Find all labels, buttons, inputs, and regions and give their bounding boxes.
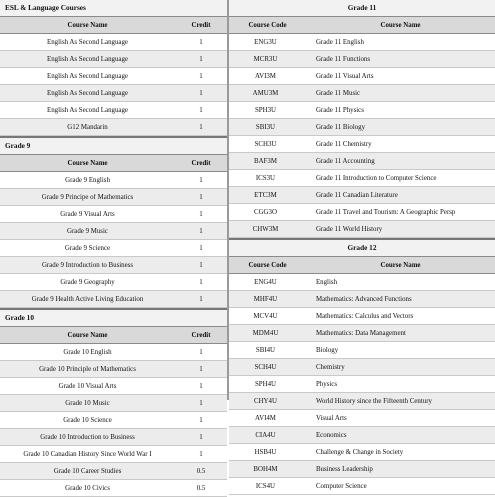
table-row [229, 34, 495, 51]
credit-cell: 1 [199, 348, 203, 356]
grade9-title: Grade 9 [0, 138, 227, 155]
grade10-title: Grade 10 [0, 310, 227, 327]
column-header-course-name: Course Name [67, 159, 108, 167]
course-name-cell: Grade 11 English [315, 38, 364, 46]
credit-cell: 1 [199, 89, 203, 97]
course-name-cell: Visual Arts [315, 414, 347, 422]
column-header-credit: Credit [191, 21, 211, 29]
course-name-cell: Challenge & Change in Society [315, 448, 404, 456]
course-name-cell: Grade 11 Biology [315, 123, 366, 131]
course-name-cell: Grade 11 Travel and Tourism: A Geographic Persp [315, 208, 456, 216]
table-row [229, 308, 495, 325]
course-name-cell: Grade 9 Science [64, 244, 111, 252]
table-row [0, 206, 227, 223]
course-code-cell: AVI4M [255, 414, 276, 422]
table-row [229, 376, 495, 393]
course-code-cell: HSB4U [254, 448, 277, 456]
course-name-cell: Grade 10 Principle of Mathematics [39, 365, 136, 373]
course-code-cell: BAF3M [253, 157, 277, 165]
table-row [229, 187, 495, 204]
table-row [229, 478, 495, 495]
course-name-cell: English As Second Language [47, 55, 128, 63]
course-code-cell: MHF4U [253, 295, 278, 303]
table-row [229, 136, 495, 153]
table-row [0, 378, 227, 395]
table-row [229, 461, 495, 478]
course-name-cell: Grade 10 Career Studies [53, 467, 122, 475]
course-name-cell: G12 Mandarin [67, 123, 108, 131]
table-row [229, 427, 495, 444]
credit-cell: 1 [199, 278, 203, 286]
grade12-section [229, 238, 495, 495]
course-name-cell: Grade 9 Geography [60, 278, 115, 286]
course-name-cell: Grade 9 Visual Arts [60, 210, 115, 218]
course-code-cell: AMU3M [252, 89, 279, 97]
column-header-course-name: Course Name [380, 261, 421, 269]
credit-cell: 1 [199, 123, 203, 131]
course-name-cell: Grade 9 Health Active Living Education [31, 295, 144, 303]
table-row [229, 291, 495, 308]
esl-header-row [0, 17, 227, 34]
course-code-cell: ENG4U [254, 278, 277, 286]
course-name-cell: English As Second Language [47, 72, 128, 80]
column-header-course-code: Course Code [248, 21, 287, 29]
course-code-cell: ICS4U [255, 482, 276, 490]
course-code-cell: CHW3M [252, 225, 279, 233]
course-name-cell: Grade 11 Functions [315, 55, 371, 63]
credit-cell: 1 [199, 433, 203, 441]
course-name-cell: Biology [315, 346, 339, 354]
course-code-cell: ICS3U [255, 174, 276, 182]
table-row [0, 412, 227, 429]
table-row [0, 446, 227, 463]
credit-cell: 1 [199, 227, 203, 235]
course-name-cell: Mathematics: Calculus and Vectors [315, 312, 414, 320]
table-row [229, 359, 495, 376]
table-row [229, 325, 495, 342]
credit-cell: 1 [199, 72, 203, 80]
course-code-cell: SPH4U [254, 380, 276, 388]
column-header-course-name: Course Name [67, 21, 108, 29]
table-row [0, 344, 227, 361]
table-row [229, 274, 495, 291]
course-name-cell: Chemistry [315, 363, 345, 371]
table-row [0, 291, 227, 308]
course-code-cell: MDM4U [252, 329, 279, 337]
course-code-cell: MCR3U [253, 55, 278, 63]
credit-cell: 1 [199, 450, 203, 458]
course-code-cell: CIA4U [255, 431, 276, 439]
course-name-cell: Grade 11 Accounting [315, 157, 375, 165]
column-header-course-name: Course Name [380, 21, 421, 29]
course-name-cell: Grade 10 Science [63, 416, 112, 424]
course-name-cell: English As Second Language [47, 38, 128, 46]
table-row [229, 204, 495, 221]
esl-title: ESL & Language Courses [0, 0, 227, 17]
grade11-header-row [229, 17, 495, 34]
course-name-cell: Grade 11 Chemistry [315, 140, 372, 148]
table-row [0, 85, 227, 102]
table-row [0, 51, 227, 68]
grade10-header-row [0, 327, 227, 344]
table-row [229, 119, 495, 136]
course-code-cell: ETC3M [254, 191, 277, 199]
course-name-cell: Computer Science [315, 482, 367, 490]
course-code-cell: CHY4U [253, 397, 277, 405]
course-name-cell: Grade 10 English [63, 348, 112, 356]
credit-cell: 1 [199, 38, 203, 46]
course-name-cell: Business Leadership [315, 465, 373, 473]
table-row [0, 68, 227, 85]
credit-cell: 1 [199, 365, 203, 373]
table-row [229, 410, 495, 427]
course-code-cell: SCH3U [254, 140, 277, 148]
table-row [229, 342, 495, 359]
credit-cell: 1 [199, 176, 203, 184]
table-row [229, 153, 495, 170]
column-header-credit: Credit [191, 331, 211, 339]
course-code-cell: BOH4M [253, 465, 278, 473]
course-name-cell: Grade 11 Physics [315, 106, 364, 114]
table-row [0, 119, 227, 136]
course-code-cell: MCV4U [253, 312, 278, 320]
credit-cell: 1 [199, 399, 203, 407]
grade11-section [229, 0, 495, 238]
credit-cell: 0.5 [196, 484, 206, 492]
credit-cell: 1 [199, 244, 203, 252]
course-code-cell: AVI3M [255, 72, 276, 80]
course-name-cell: Grade 10 Introduction to Business [40, 433, 135, 441]
course-name-cell: English As Second Language [47, 106, 128, 114]
grade9-section [0, 136, 227, 308]
table-row [0, 395, 227, 412]
table-row [229, 221, 495, 238]
course-name-cell: Grade 10 Music [65, 399, 110, 407]
course-name-cell: Mathematics: Advanced Functions [315, 295, 412, 303]
credit-cell: 1 [199, 295, 203, 303]
credit-cell: 1 [199, 382, 203, 390]
grade12-title: Grade 12 [229, 240, 495, 257]
table-row [0, 223, 227, 240]
course-code-cell: SBI4U [255, 346, 276, 354]
table-row [0, 189, 227, 206]
course-name-cell: Grade 10 Civics [65, 484, 110, 492]
grade11-title: Grade 11 [229, 0, 495, 17]
table-row [0, 480, 227, 497]
course-code-cell: CGG3O [253, 208, 277, 216]
grade9-header-row [0, 155, 227, 172]
column-header-credit: Credit [191, 159, 211, 167]
table-row [0, 102, 227, 119]
course-code-cell: SPH3U [254, 106, 276, 114]
course-name-cell: Grade 9 English [65, 176, 110, 184]
course-code-cell: SCH4U [254, 363, 277, 371]
table-row [229, 85, 495, 102]
course-name-cell: Grade 11 Canadian Literature [315, 191, 398, 199]
table-row [0, 172, 227, 189]
course-name-cell: Grade 10 Visual Arts [58, 382, 117, 390]
course-name-cell: Grade 10 Canadian History Since World War I [23, 450, 152, 458]
table-row [0, 361, 227, 378]
table-row [229, 102, 495, 119]
left-column [0, 0, 227, 497]
column-header-course-code: Course Code [248, 261, 287, 269]
course-name-cell: Grade 9 Music [67, 227, 108, 235]
course-code-cell: SBI3U [255, 123, 276, 131]
table-row [229, 170, 495, 187]
credit-cell: 1 [199, 106, 203, 114]
table-row [0, 34, 227, 51]
course-name-cell: World History since the Fifteenth Century [315, 397, 432, 405]
grade10-section [0, 308, 227, 497]
credit-cell: 0.5 [196, 467, 206, 475]
course-code-cell: ENG3U [254, 38, 277, 46]
table-row [0, 257, 227, 274]
table-row [0, 463, 227, 480]
table-row [0, 240, 227, 257]
course-name-cell: English [315, 278, 338, 286]
course-name-cell: Grade 11 Music [315, 89, 361, 97]
table-row [229, 51, 495, 68]
course-name-cell: Grade 9 Principe of Mathematics [41, 193, 134, 201]
credit-cell: 1 [199, 193, 203, 201]
table-row [229, 68, 495, 85]
course-name-cell: Grade 11 World History [315, 225, 383, 233]
table-row [0, 274, 227, 291]
column-header-course-name: Course Name [67, 331, 108, 339]
esl-section [0, 0, 227, 136]
course-name-cell: Mathematics: Data Management [315, 329, 406, 337]
course-name-cell: Economics [315, 431, 347, 439]
grade12-header-row [229, 257, 495, 274]
credit-cell: 1 [199, 261, 203, 269]
credit-cell: 1 [199, 416, 203, 424]
course-name-cell: Grade 11 Visual Arts [315, 72, 374, 80]
course-name-cell: English As Second Language [47, 89, 128, 97]
course-name-cell: Grade 11 Introduction to Computer Science [315, 174, 437, 182]
right-column [229, 0, 495, 495]
credit-cell: 1 [199, 55, 203, 63]
table-row [229, 444, 495, 461]
credit-cell: 1 [199, 210, 203, 218]
course-name-cell: Physics [315, 380, 338, 388]
course-name-cell: Grade 9 Introduction to Business [41, 261, 134, 269]
table-row [229, 393, 495, 410]
table-row [0, 429, 227, 446]
